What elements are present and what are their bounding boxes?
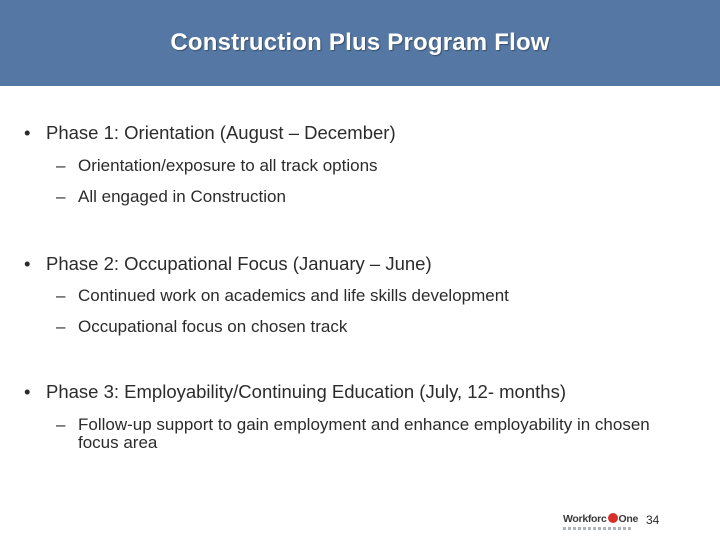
logo-text-before: Workforc: [563, 513, 607, 525]
slide-title: Construction Plus Program Flow: [170, 29, 550, 56]
subitem-text: Orientation/exposure to all track options: [78, 156, 378, 175]
subitem-text: Continued work on academics and life skills development: [78, 286, 509, 305]
bullet-marker: •: [24, 381, 31, 402]
logo-wordmark: [563, 513, 638, 525]
subitem-text: Follow-up support to gain employment and enhance employability in chosen focus area: [78, 415, 650, 452]
logo-text-after: One: [618, 513, 639, 525]
logo-mark-icon: [608, 513, 618, 523]
subitem-marker: –: [56, 415, 66, 434]
subitem-marker: –: [56, 156, 66, 175]
logo-tagline-graphic: [563, 527, 633, 530]
bullet-text: Phase 1: Orientation (August – December): [46, 122, 396, 143]
subitem-text: Occupational focus on chosen track: [78, 317, 348, 336]
bullet-marker: •: [24, 122, 31, 143]
workforce-one-logo: [563, 513, 639, 535]
bullet-text: Phase 3: Employability/Continuing Education (July, 12- months): [46, 381, 566, 402]
bullet-marker: •: [24, 253, 31, 274]
subitem-marker: –: [56, 286, 66, 305]
subitem-marker: –: [56, 187, 66, 206]
subitem-marker: –: [56, 317, 66, 336]
bullet-text: Phase 2: Occupational Focus (January – June): [46, 253, 432, 274]
slide-number: 34: [646, 513, 660, 527]
subitem-text: All engaged in Construction: [78, 187, 286, 206]
